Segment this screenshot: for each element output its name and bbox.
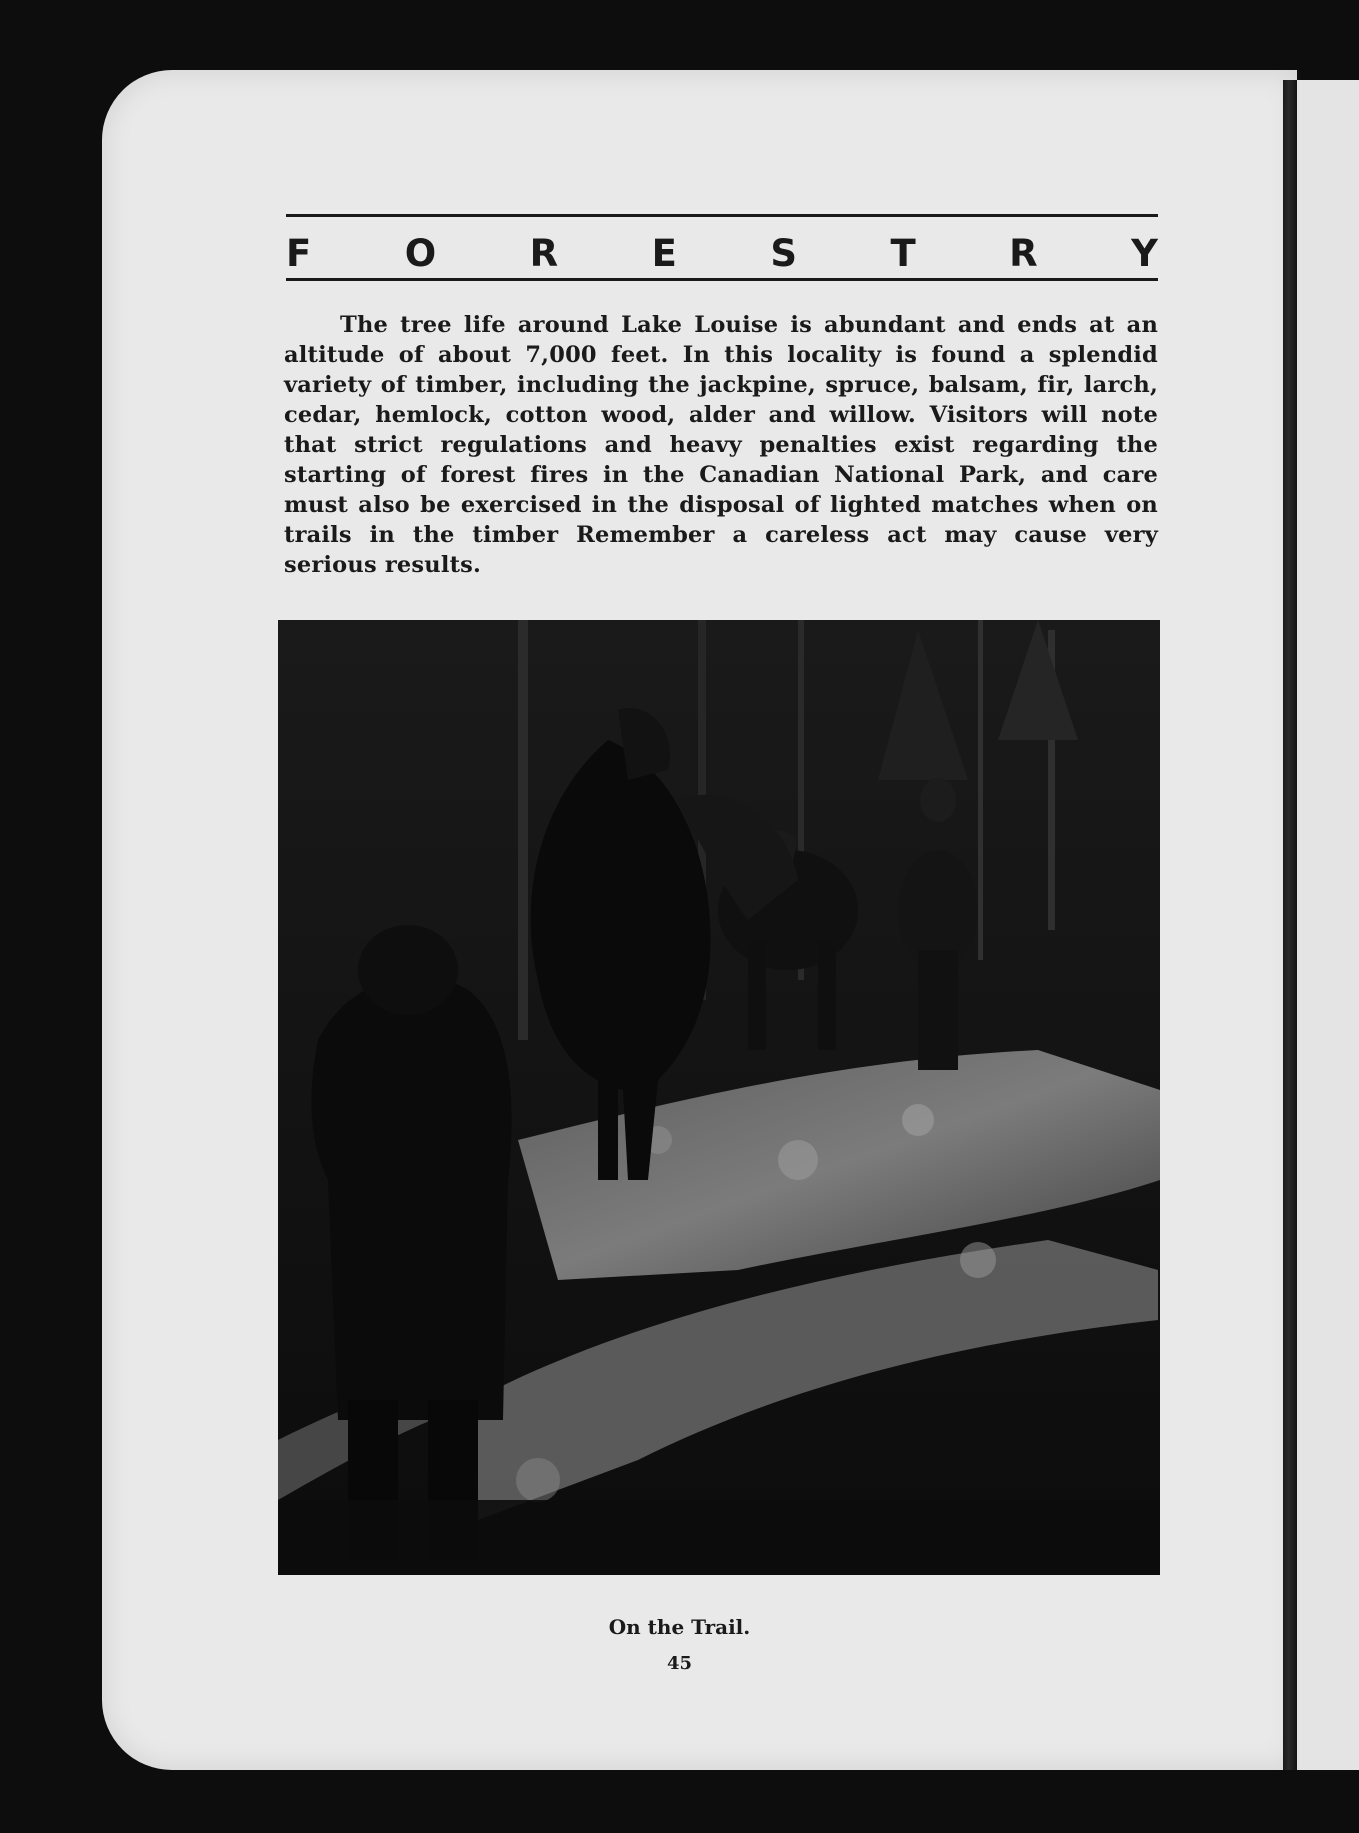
trail-photo-illustration — [278, 620, 1160, 1575]
heading-rule-bottom — [286, 278, 1158, 281]
heading-rule-top — [286, 214, 1158, 217]
title-letter: F — [286, 232, 312, 275]
title-letter: R — [529, 232, 559, 275]
page-title — [286, 232, 1158, 276]
book-spine — [1283, 80, 1297, 1770]
photo-caption: On the Trail. — [608, 1615, 751, 1639]
facing-page-edge — [1297, 80, 1359, 1770]
title-letter: E — [651, 232, 677, 275]
title-letter: T — [890, 232, 916, 275]
title-letter: O — [404, 232, 437, 275]
title-letter: R — [1009, 232, 1038, 275]
title-letter: S — [770, 232, 797, 275]
trail-photograph — [278, 620, 1160, 1575]
page-number: 45 — [666, 1653, 693, 1674]
title-letter: Y — [1131, 232, 1158, 275]
body-paragraph: The tree life around Lake Louise is abundant and ends at an altitude of about 7,000 feet. In this locality is found a splendid variety of timber, including the jackpine, spruce, balsam, fir, larch, cedar, hemlock, cotton wood, alder and willow. Visitors will note that strict regulations and heavy penalties exist regarding the starting of forest fires in the Canadian National Park, and care must also be exercised in the disposal of lighted matches when on trails in the timber Remember a careless act may cause very serious results. — [284, 312, 1158, 578]
